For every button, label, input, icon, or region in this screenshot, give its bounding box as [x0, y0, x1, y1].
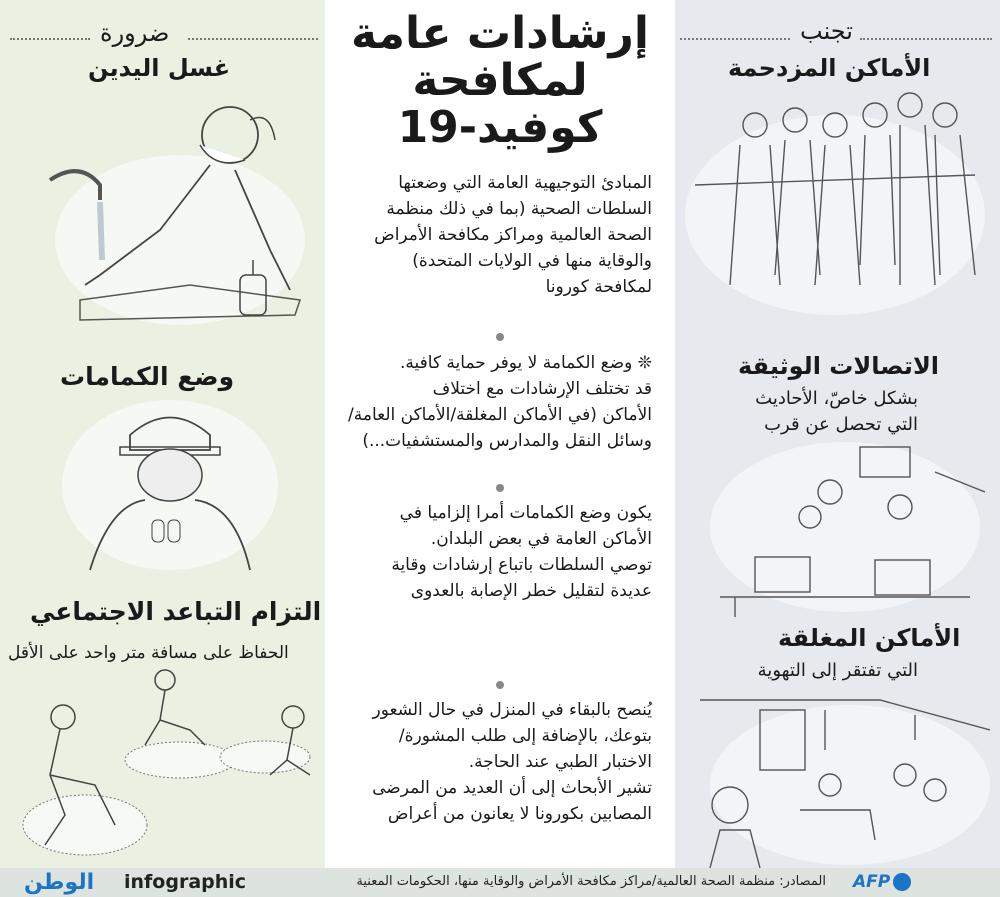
text-line: قد تختلف الإرشادات مع اختلاف — [432, 379, 652, 399]
text-line: لمكافحة كورونا — [545, 277, 652, 297]
text-line: يكون وضع الكمامات أمرا إلزاميا في — [399, 503, 652, 523]
closed-places-description: التي تفتقر إلى التهوية — [757, 660, 918, 681]
text-line: الأماكن (في الأماكن المغلقة/الأماكن العامة/ — [348, 405, 652, 425]
bullet-dot — [496, 681, 504, 689]
bullet-dot — [496, 484, 504, 492]
text-line: الأماكن العامة في بعض البلدان. — [430, 529, 652, 549]
text-line: بتوعك، بالإضافة إلى طلب المشورة/ — [398, 726, 652, 746]
heading-close-contact: الاتصالات الوثيقة — [738, 352, 940, 380]
infographic-label: infographic — [124, 871, 247, 893]
text-line: المبادئ التوجيهية العامة التي وضعتها — [398, 173, 652, 193]
text-line: السلطات الصحية (بما في ذلك منظمة — [386, 199, 652, 219]
text-line: ❊ وضع الكمامة لا يوفر حماية كافية. — [399, 353, 652, 373]
social-distancing-illustration — [15, 665, 315, 865]
page-title-line2: لمكافحة — [412, 55, 588, 106]
left-category-label: ضرورة — [100, 19, 170, 47]
heading-distancing: التزام التباعد الاجتماعي — [30, 597, 322, 626]
bullet-dot — [496, 333, 504, 341]
afp-logo: AFP — [853, 872, 891, 892]
hand-washing-illustration — [40, 90, 320, 330]
text-line: وسائل النقل والمدارس والمستشفيات...) — [362, 431, 652, 451]
restaurant-illustration — [700, 690, 990, 868]
text-line: تشير الأبحاث إلى أن العديد من المرضى — [372, 778, 652, 798]
text-line: والوقاية منها في الولايات المتحدة) — [412, 251, 652, 271]
close-contact-desc-line2: التي تحصل عن قرب — [764, 414, 918, 435]
divider-dots — [188, 38, 318, 40]
office-illustration — [695, 432, 985, 617]
divider-dots — [680, 38, 790, 40]
right-category-label: تجنب — [800, 17, 853, 45]
text-line: يُنصح بالبقاء في المنزل في حال الشعور — [372, 700, 652, 720]
divider-dots — [860, 38, 992, 40]
text-line: الاختبار الطبي عند الحاجة. — [468, 752, 652, 772]
heading-crowded: الأماكن المزدحمة — [728, 54, 931, 82]
afp-logo-dot — [893, 873, 911, 891]
page-title-line1: إرشادات عامة — [351, 8, 649, 59]
heading-closed-places: الأماكن المغلقة — [778, 624, 961, 652]
text-line: الصحة العالمية ومراكز مكافحة الأمراض — [374, 225, 652, 245]
heading-masks: وضع الكمامات — [60, 362, 235, 391]
heading-hand-wash: غسل اليدين — [88, 54, 231, 82]
divider-dots — [10, 38, 90, 40]
mask-illustration — [60, 395, 280, 575]
text-line: توصي السلطات باتباع إرشادات وقاية — [391, 555, 652, 575]
brand-logo: الوطن — [24, 870, 95, 895]
distancing-description: الحفاظ على مسافة متر واحد على الأقل — [8, 643, 289, 663]
sources-text: المصادر: منظمة الصحة العالمية/مراكز مكافحة الأمراض والوقاية منها، الحكومات المعنية — [356, 874, 826, 889]
footer-bar — [0, 868, 1000, 897]
page-title-line3: كوفيد-19 — [397, 102, 603, 153]
text-line: المصابين بكورونا لا يعانون من أعراض — [387, 804, 652, 824]
close-contact-desc-line1: بشكل خاصّ، الأحاديث — [755, 388, 918, 409]
text-line: عديدة لتقليل خطر الإصابة بالعدوى — [410, 581, 652, 601]
crowd-illustration — [675, 85, 1000, 330]
